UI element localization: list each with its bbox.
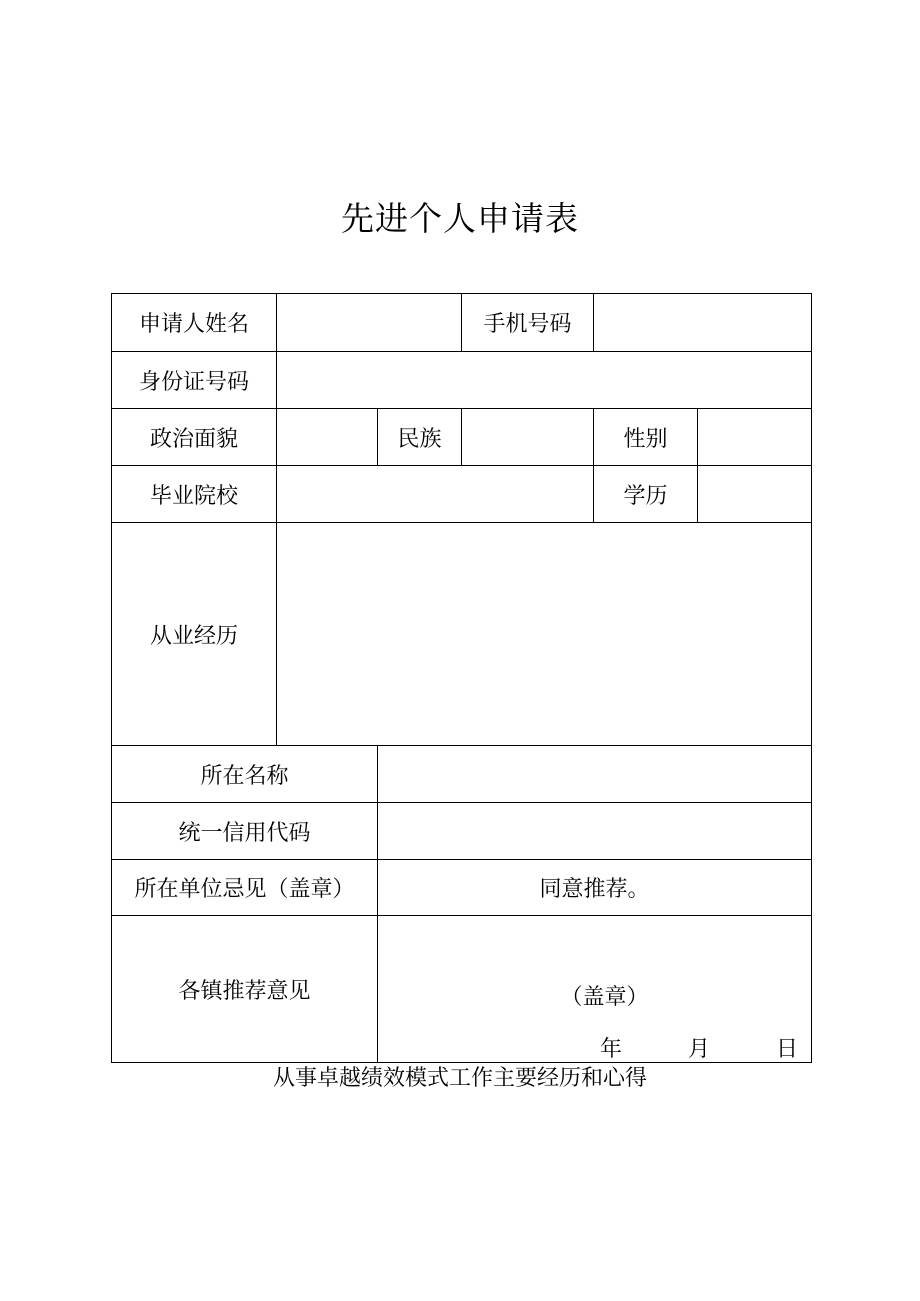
application-form-table [111,293,812,1063]
school-field[interactable] [277,466,594,523]
seal-label: （盖章） [560,985,649,1010]
row-org-name [112,746,812,803]
education-field[interactable] [698,466,812,523]
town-opinion-field[interactable] [378,916,812,1063]
id-number-label: 身份证号码 [112,352,277,409]
phone-label: 手机号码 [462,294,594,352]
org-name-field[interactable] [378,746,812,803]
row-school-education [112,466,812,523]
experience-label: 从业经历 [112,523,277,746]
education-label: 学历 [594,466,698,523]
experience-field[interactable] [277,523,812,746]
ethnicity-label: 民族 [378,409,462,466]
id-number-field[interactable] [277,352,812,409]
org-name-label: 所在名称 [112,746,378,803]
credit-code-field[interactable] [378,803,812,860]
row-id [112,352,812,409]
unit-opinion-value[interactable]: 同意推荐。 [378,860,812,916]
row-experience [112,523,812,746]
name-field[interactable] [277,294,462,352]
row-town-opinion [112,916,812,1063]
date-day-label: 日 [776,1037,799,1062]
form-title: 先进个人申请表 [341,199,579,238]
row-credit-code [112,803,812,860]
town-opinion-label: 各镇推荐意见 [112,916,378,1063]
ethnicity-field[interactable] [462,409,594,466]
gender-label: 性别 [594,409,698,466]
unit-opinion-label: 所在单位忌见（盖章） [112,860,378,916]
section-heading-experience: 从事卓越绩效模式工作主要经历和心得 [272,1066,647,1091]
row-unit-opinion [112,860,812,916]
date-month-label: 月 [688,1037,711,1062]
row-political-ethnicity-gender [112,409,812,466]
row-name-phone [112,294,812,352]
political-status-field[interactable] [277,409,378,466]
date-year-label: 年 [600,1037,623,1062]
name-label: 申请人姓名 [112,294,277,352]
political-status-label: 政治面貌 [112,409,277,466]
phone-field[interactable] [594,294,812,352]
gender-field[interactable] [698,409,812,466]
school-label: 毕业院校 [112,466,277,523]
credit-code-label: 统一信用代码 [112,803,378,860]
